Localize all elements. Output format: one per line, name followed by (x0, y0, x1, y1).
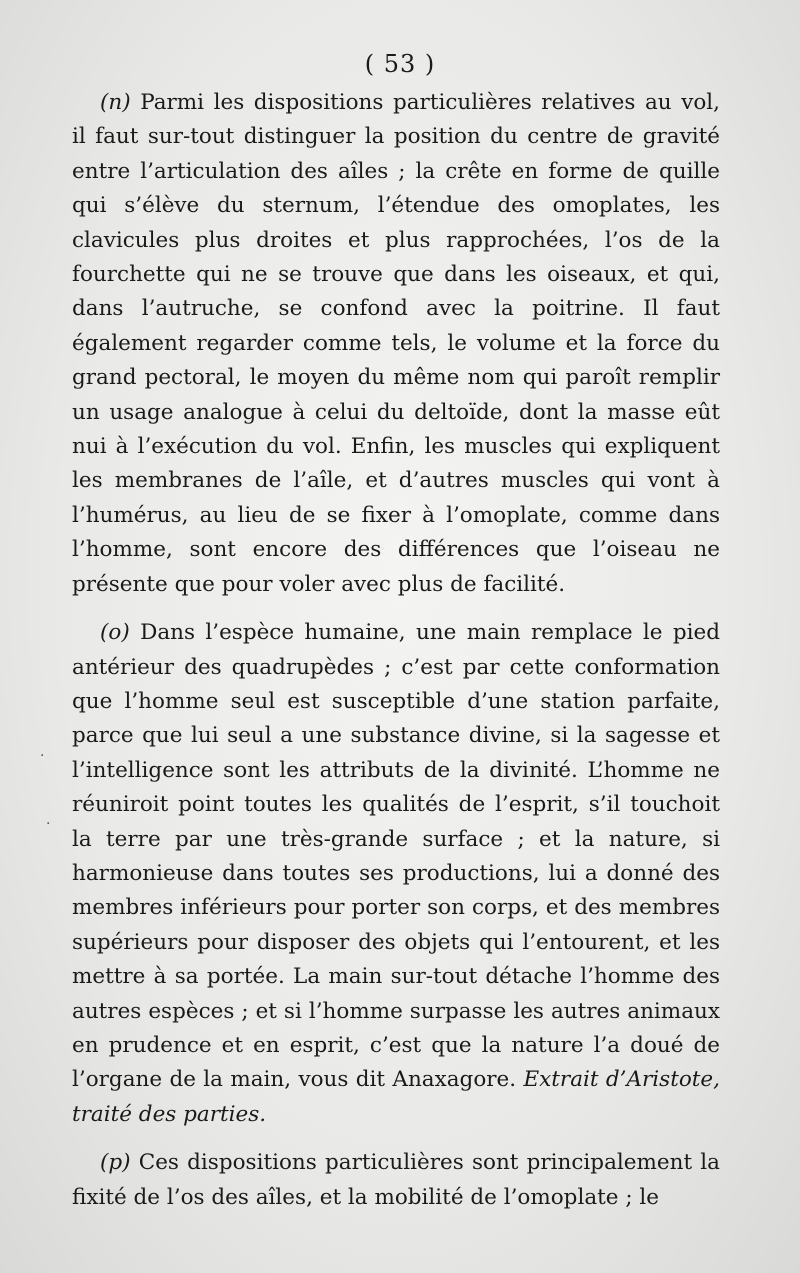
note-marker: (o) (100, 620, 130, 646)
citation: Extrait d’Aristote, traité des parties. (72, 1067, 720, 1127)
note-marker: (p) (100, 1150, 131, 1176)
note-paragraph-o (72, 616, 720, 1132)
note-paragraph-p (72, 1146, 720, 1215)
note-paragraph-n (72, 86, 720, 602)
note-text: Dans l’espèce humaine, une main remplace le pied antérieur des quadrupèdes ; c’est par cette conformation que l’homme seul est susceptible d’une station parfaite, parce que lui seul a une substance divine, si la sagesse et l’intelligence sont les attributs de la divinité. L’homme ne réuniroit point toutes les qualités de l’esprit, s’il touchoit la terre par une très-grande surface ; et la nature, si harmonieuse dans toutes ses productions, lui a donné des membres inférieurs pour porter son corps, et des membres supérieurs pour disposer des objets qui l’entourent, et les mettre à sa portée. La main sur-tout détache l’homme des autres espèces ; et si l’homme surpasse les autres animaux en prudence et en esprit, c’est que la nature l’a doué de l’organe de la main, vous dit Anaxagore. (72, 620, 720, 1093)
ink-speck: · (46, 816, 51, 832)
note-marker: (n) (100, 90, 131, 115)
page-body (72, 86, 720, 1215)
note-text: Parmi les dispositions particulières relatives au vol, il faut sur-tout distinguer la position du centre de gravité entre l’articulation des aîles ; la crête en forme de quille qui s’élève du sternum, l’étendue des omoplates, les clavicules plus droites et plus rapprochées, l’os de la fourchette qui ne se trouve que dans les oiseaux, et qui, dans l’autruche, se confond avec la poitrine. Il faut également regarder comme tels, le volume et la force du grand pectoral, le moyen du même nom qui paroît remplir un usage analogue à celui du deltoïde, dont la masse eût nui à l’exécution du vol. Enfin, les muscles qui expliquent les membranes de l’aîle, et d’autres muscles qui vont à l’humérus, au lieu de se fixer à l’omoplate, comme dans l’homme, sont encore des différences que l’oiseau ne présente que pour voler avec plus de facilité. (72, 90, 720, 597)
note-text: Ces dispositions particulières sont principalement la fixité de l’os des aîles, et la mobilité de l’omoplate ; le (72, 1150, 720, 1210)
ink-speck: · (40, 748, 45, 764)
page-number: ( 53 ) (364, 50, 436, 78)
